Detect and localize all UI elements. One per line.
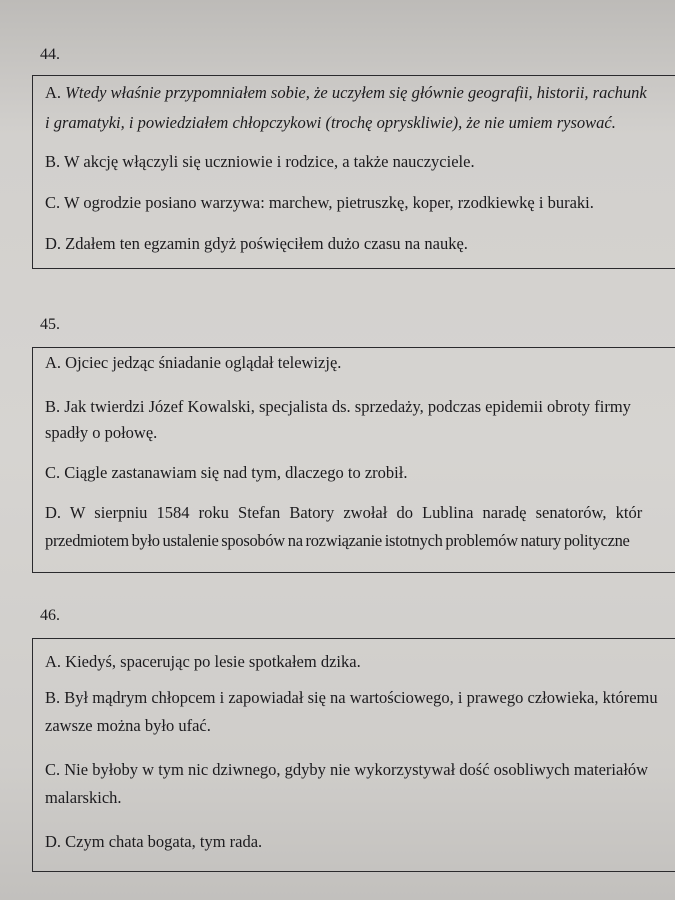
option-b-line2 [45, 713, 211, 739]
option-letter: B. [45, 397, 61, 416]
option-text: spadły o połowę. [45, 423, 158, 442]
option-d [45, 829, 262, 855]
option-letter: C. [45, 193, 61, 212]
question-number-46: 46. [40, 607, 60, 624]
option-text: Był mądrym chłopcem i zapowiadał się na wartościowego, i prawego człowieka, któremu [64, 688, 658, 707]
option-letter: A. [45, 83, 62, 102]
question-45-box [32, 347, 675, 573]
question-number-45: 45. [40, 316, 60, 333]
option-a-line2 [45, 110, 616, 136]
option-text: malarskich. [45, 788, 122, 807]
option-b [45, 685, 658, 711]
option-text: Zdałem ten egzamin gdyż poświęciłem dużo czasu na naukę. [65, 234, 468, 253]
option-b [45, 394, 631, 420]
option-text: przedmiotem było ustalenie sposobów na rozwiązanie istotnych problemów natury polityczne [45, 531, 630, 550]
option-a [45, 649, 361, 675]
option-letter: B. [45, 152, 61, 171]
option-text: i gramatyki, i powiedziałem chłopczykowi (trochę opryskliwie), że nie umiem rysować. [45, 113, 616, 132]
option-c-line2 [45, 785, 122, 811]
option-text: Jak twierdzi Józef Kowalski, specjalista ds. sprzedaży, podczas epidemii obroty firmy [64, 397, 631, 416]
option-a [45, 80, 647, 106]
question-46-box [32, 638, 675, 872]
option-text: Wtedy właśnie przypomniałem sobie, że uczyłem się głównie geografii, historii, rachunk [65, 83, 647, 102]
option-text: Czym chata bogata, tym rada. [65, 832, 263, 851]
option-letter: C. [45, 760, 61, 779]
option-letter: D. [45, 503, 62, 522]
option-b-line2 [45, 420, 157, 446]
option-text: Ojciec jedząc śniadanie oglądał telewizję. [65, 353, 342, 372]
option-text: zawsze można było ufać. [45, 716, 211, 735]
option-b [45, 149, 475, 175]
option-text: Ciągle zastanawiam się nad tym, dlaczego to zrobił. [64, 463, 408, 482]
question-44-box [32, 75, 675, 269]
option-a [45, 350, 341, 376]
option-c [45, 460, 407, 486]
option-d-line2 [45, 528, 630, 554]
option-text: Kiedyś, spacerując po lesie spotkałem dzika. [65, 652, 361, 671]
option-letter: C. [45, 463, 61, 482]
option-d [45, 500, 642, 526]
option-d [45, 231, 468, 257]
option-c [45, 757, 648, 783]
option-c [45, 190, 594, 216]
option-letter: D. [45, 234, 62, 253]
option-letter: A. [45, 353, 62, 372]
option-text: W akcję włączyli się uczniowie i rodzice, a także nauczyciele. [63, 152, 475, 171]
option-text: W ogrodzie posiano warzywa: marchew, pietruszkę, koper, rzodkiewkę i buraki. [63, 193, 594, 212]
question-number-44: 44. [40, 46, 60, 63]
option-text: Nie byłoby w tym nic dziwnego, gdyby nie wykorzystywał dość osobliwych materiałów [64, 760, 649, 779]
option-letter: B. [45, 688, 61, 707]
option-letter: A. [45, 652, 62, 671]
option-text: W sierpniu 1584 roku Stefan Batory zwołał do Lublina naradę senatorów, któr [69, 503, 643, 522]
option-letter: D. [45, 832, 62, 851]
